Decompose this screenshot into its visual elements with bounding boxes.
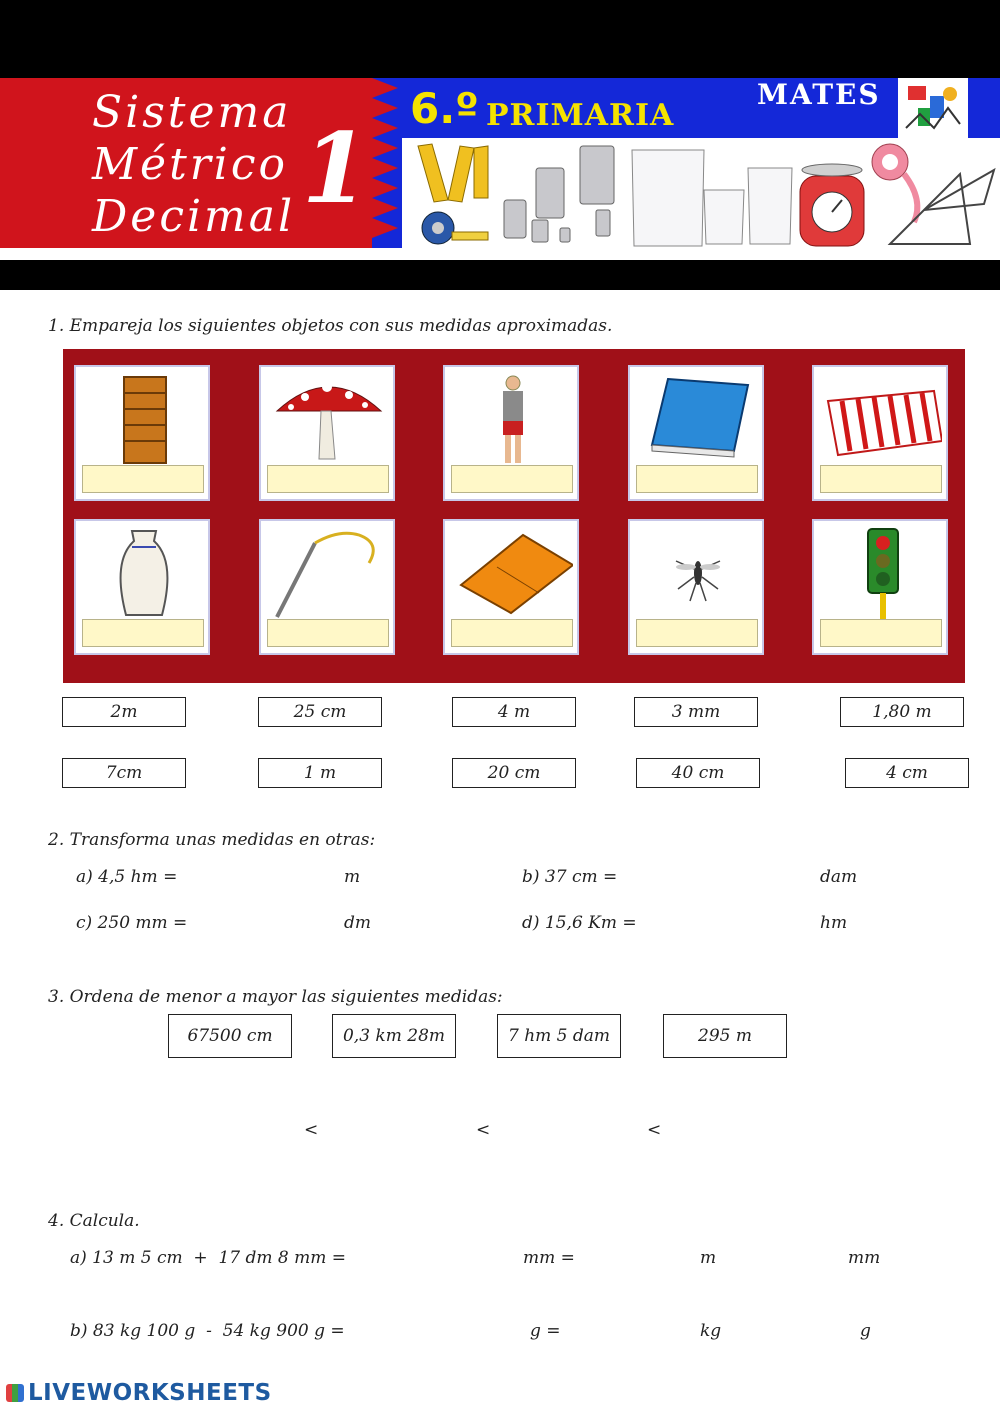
q4-a-unit-2: m: [700, 1248, 717, 1268]
book-icon: [638, 371, 758, 467]
less-than-sign: <: [304, 1120, 319, 1140]
answer-slot[interactable]: [267, 619, 389, 647]
order-box[interactable]: 0,3 km 28m: [332, 1014, 456, 1058]
liveworksheets-logo[interactable]: [6, 1380, 272, 1406]
q2-prompt: 2. Transforma unas medidas en otras:: [48, 830, 376, 850]
answer-slot[interactable]: [267, 465, 389, 493]
header-measuring-tools-illustration: [404, 140, 1000, 252]
header-top-bar: [0, 0, 1000, 78]
measure-option[interactable]: 4 m: [452, 697, 576, 727]
q4-prompt: 4. Calcula.: [48, 1211, 140, 1231]
q2-b-expression: b) 37 cm =: [522, 867, 618, 887]
tape-roll-icon: [872, 144, 917, 222]
q2-d-expression: d) 15,6 Km =: [522, 913, 637, 933]
q2-b-unit: dam: [820, 867, 858, 887]
unit-number: 1: [302, 112, 369, 225]
q3-prompt: 3. Ordena de menor a mayor las siguientes medidas:: [48, 987, 503, 1007]
answer-slot[interactable]: [636, 465, 758, 493]
vase-icon: [84, 525, 204, 621]
measure-option[interactable]: 20 cm: [452, 758, 576, 788]
object-card-needle: [259, 519, 395, 655]
q2-d-unit: hm: [820, 913, 848, 933]
bookshelf-icon: [84, 371, 204, 467]
q1-prompt: 1. Empareja los siguientes objetos con sus medidas aproximadas.: [48, 316, 613, 336]
q4-b-unit-3: g: [860, 1321, 871, 1341]
q2-a-unit: m: [344, 867, 361, 887]
header-bottom-bar: [0, 260, 1000, 290]
object-card-mosquito: [628, 519, 764, 655]
scale-icon: [800, 164, 864, 246]
measure-option[interactable]: 7cm: [62, 758, 186, 788]
grade-label: 6.º: [410, 84, 479, 133]
object-card-bookshelf: [74, 365, 210, 501]
answer-slot[interactable]: [451, 619, 573, 647]
needle-icon: [269, 525, 389, 621]
answer-slot[interactable]: [636, 619, 758, 647]
object-card-traffic-light: [812, 519, 948, 655]
object-card-mushroom: [259, 365, 395, 501]
header-title-line-3: Decimal: [92, 191, 296, 242]
order-box[interactable]: 7 hm 5 dam: [497, 1014, 621, 1058]
weights-icon: [504, 146, 614, 242]
less-than-sign: <: [647, 1120, 662, 1140]
tape-measure-icon: [422, 212, 488, 244]
answer-slot[interactable]: [82, 465, 204, 493]
q2-a-expression: a) 4,5 hm =: [76, 867, 178, 887]
q4-b-unit-1: g =: [530, 1321, 561, 1341]
boy-icon: [453, 371, 573, 467]
q4-b-expression: b) 83 kg 100 g - 54 kg 900 g =: [70, 1321, 345, 1341]
mushroom-icon: [269, 371, 389, 467]
object-card-towel: [812, 365, 948, 501]
subject-logo: [898, 78, 968, 138]
q4-a-unit-1: mm =: [523, 1248, 575, 1268]
matching-panel: [63, 349, 965, 683]
answer-slot[interactable]: [82, 619, 204, 647]
measure-option[interactable]: 25 cm: [258, 697, 382, 727]
q4-a-unit-3: mm: [848, 1248, 881, 1268]
object-card-vase: [74, 519, 210, 655]
object-card-book: [628, 365, 764, 501]
q4-a-expression: a) 13 m 5 cm + 17 dm 8 mm =: [70, 1248, 347, 1268]
measure-option[interactable]: 1 m: [258, 758, 382, 788]
beakers-icon: [632, 150, 792, 246]
liveworksheets-icon: [6, 1384, 24, 1402]
q2-c-expression: c) 250 mm =: [76, 913, 188, 933]
subject-label: MATES: [757, 78, 881, 111]
q4-b-unit-2: kg: [700, 1321, 722, 1341]
header-zigzag: [368, 78, 402, 248]
q2-c-unit: dm: [344, 913, 372, 933]
towel-icon: [822, 371, 942, 467]
object-card-boy: [443, 365, 579, 501]
header-title-line-1: Sistema: [92, 87, 292, 138]
measure-option[interactable]: 40 cm: [636, 758, 760, 788]
measure-option[interactable]: 4 cm: [845, 758, 969, 788]
liveworksheets-brand: LIVEWORKSHEETS: [28, 1380, 272, 1406]
less-than-sign: <: [476, 1120, 491, 1140]
measure-option[interactable]: 2m: [62, 697, 186, 727]
order-box[interactable]: 295 m: [663, 1014, 787, 1058]
order-box[interactable]: 67500 cm: [168, 1014, 292, 1058]
folder-icon: [453, 525, 573, 621]
measure-option[interactable]: 3 mm: [634, 697, 758, 727]
measure-option[interactable]: 1,80 m: [840, 697, 964, 727]
mosquito-icon: [638, 525, 758, 621]
answer-slot[interactable]: [451, 465, 573, 493]
traffic-light-icon: [822, 525, 942, 621]
object-card-folder: [443, 519, 579, 655]
header-blue-band-right: [968, 78, 1000, 138]
folding-rule-icon: [418, 144, 488, 202]
answer-slot[interactable]: [820, 465, 942, 493]
level-label: PRIMARIA: [486, 98, 675, 133]
answer-slot[interactable]: [820, 619, 942, 647]
header-title-line-2: Métrico: [92, 139, 289, 190]
